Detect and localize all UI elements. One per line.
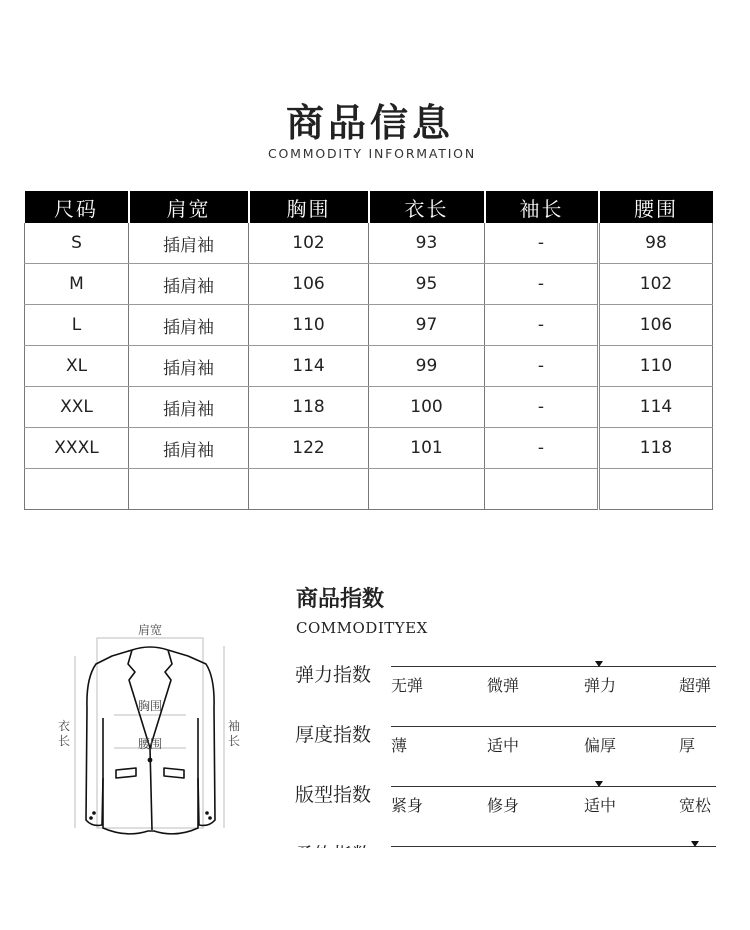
cell-sleeve: - bbox=[485, 305, 599, 346]
index-option: 弹力 bbox=[584, 676, 617, 695]
index-name: 厚度指数 bbox=[295, 724, 372, 746]
column-header-size: 尺码 bbox=[25, 191, 129, 223]
index-marker-icon bbox=[595, 781, 603, 787]
cell-shoulder: 插肩袖 bbox=[129, 264, 249, 305]
cell-sleeve bbox=[485, 469, 599, 510]
cell-shoulder: 插肩袖 bbox=[129, 346, 249, 387]
cell-shoulder: 插肩袖 bbox=[129, 305, 249, 346]
cell-length: 95 bbox=[369, 264, 485, 305]
cell-waist bbox=[599, 469, 713, 510]
cell-chest: 110 bbox=[249, 305, 369, 346]
index-option: 偏厚 bbox=[584, 736, 617, 755]
cell-shoulder bbox=[129, 469, 249, 510]
index-option: 紧身 bbox=[391, 796, 424, 815]
cell-waist: 110 bbox=[599, 346, 713, 387]
page-bottom-fade bbox=[0, 848, 750, 930]
index-marker-icon bbox=[691, 841, 699, 847]
page-title: 商品信息 bbox=[285, 101, 454, 145]
index-option: 宽松 bbox=[679, 796, 712, 815]
cell-length: 93 bbox=[369, 223, 485, 264]
cell-length: 100 bbox=[369, 387, 485, 428]
index-row bbox=[294, 780, 718, 830]
index-option: 修身 bbox=[487, 796, 520, 815]
cell-size: XXL bbox=[25, 387, 129, 428]
column-header-shoulder: 肩宽 bbox=[129, 191, 249, 223]
index-option: 微弹 bbox=[487, 676, 520, 695]
cell-sleeve: - bbox=[485, 387, 599, 428]
cell-chest: 102 bbox=[249, 223, 369, 264]
waist-label: 腰围 bbox=[137, 737, 163, 751]
chest-label: 胸围 bbox=[137, 699, 163, 713]
index-row bbox=[294, 720, 718, 770]
table-row bbox=[25, 346, 713, 387]
index-option: 薄 bbox=[391, 736, 408, 755]
cell-chest: 114 bbox=[249, 346, 369, 387]
cell-sleeve: - bbox=[485, 223, 599, 264]
cell-length: 99 bbox=[369, 346, 485, 387]
index-marker-icon bbox=[595, 661, 603, 667]
cell-size: XXXL bbox=[25, 428, 129, 469]
index-option: 适中 bbox=[584, 796, 617, 815]
cell-shoulder: 插肩袖 bbox=[129, 428, 249, 469]
index-scale-line bbox=[391, 786, 716, 787]
column-header-length: 衣长 bbox=[369, 191, 485, 223]
cell-waist: 102 bbox=[599, 264, 713, 305]
cell-shoulder: 插肩袖 bbox=[129, 223, 249, 264]
cell-waist: 106 bbox=[599, 305, 713, 346]
size-table-header bbox=[25, 191, 713, 223]
cell-size: S bbox=[25, 223, 129, 264]
cell-sleeve: - bbox=[485, 264, 599, 305]
index-option: 适中 bbox=[487, 736, 520, 755]
cell-sleeve: - bbox=[485, 346, 599, 387]
index-name: 版型指数 bbox=[295, 784, 372, 806]
index-scale-line bbox=[391, 846, 716, 847]
index-name: 弹力指数 bbox=[295, 664, 372, 686]
svg-text:长: 长 bbox=[227, 734, 241, 748]
cell-length: 101 bbox=[369, 428, 485, 469]
index-subtitle: COMMODITYEX bbox=[296, 619, 428, 637]
table-row bbox=[25, 428, 713, 469]
index-scale-line bbox=[391, 726, 716, 727]
cell-length: 97 bbox=[369, 305, 485, 346]
column-header-waist: 腰围 bbox=[599, 191, 713, 223]
table-row bbox=[25, 264, 713, 305]
cell-sleeve: - bbox=[485, 428, 599, 469]
page-subtitle: COMMODITY INFORMATION bbox=[268, 146, 476, 161]
cell-shoulder: 插肩袖 bbox=[129, 387, 249, 428]
cell-size: M bbox=[25, 264, 129, 305]
cell-chest: 106 bbox=[249, 264, 369, 305]
cell-waist: 118 bbox=[599, 428, 713, 469]
table-row bbox=[25, 223, 713, 264]
column-header-sleeve: 袖长 bbox=[485, 191, 599, 223]
table-row bbox=[25, 469, 713, 510]
svg-text:衣: 衣 bbox=[57, 719, 71, 733]
cell-waist: 98 bbox=[599, 223, 713, 264]
column-header-chest: 胸围 bbox=[249, 191, 369, 223]
index-title: 商品指数 bbox=[296, 587, 385, 612]
cell-size: XL bbox=[25, 346, 129, 387]
cell-chest: 122 bbox=[249, 428, 369, 469]
index-row bbox=[294, 660, 718, 710]
jacket-diagram bbox=[56, 618, 256, 848]
table-row bbox=[25, 305, 713, 346]
index-scale-line bbox=[391, 666, 716, 667]
cell-chest: 118 bbox=[249, 387, 369, 428]
index-option: 无弹 bbox=[391, 676, 424, 695]
cell-waist: 114 bbox=[599, 387, 713, 428]
svg-text:长: 长 bbox=[57, 734, 71, 748]
cell-chest bbox=[249, 469, 369, 510]
svg-text:袖: 袖 bbox=[227, 719, 241, 733]
size-table bbox=[24, 191, 713, 510]
length-label bbox=[58, 719, 70, 748]
cell-size: L bbox=[25, 305, 129, 346]
table-row bbox=[25, 387, 713, 428]
cell-size bbox=[25, 469, 129, 510]
index-option: 厚 bbox=[679, 736, 696, 755]
cell-length bbox=[369, 469, 485, 510]
sleeve-label bbox=[228, 718, 240, 748]
index-option: 超弹 bbox=[679, 676, 712, 695]
shoulder-label: 肩宽 bbox=[137, 623, 163, 637]
